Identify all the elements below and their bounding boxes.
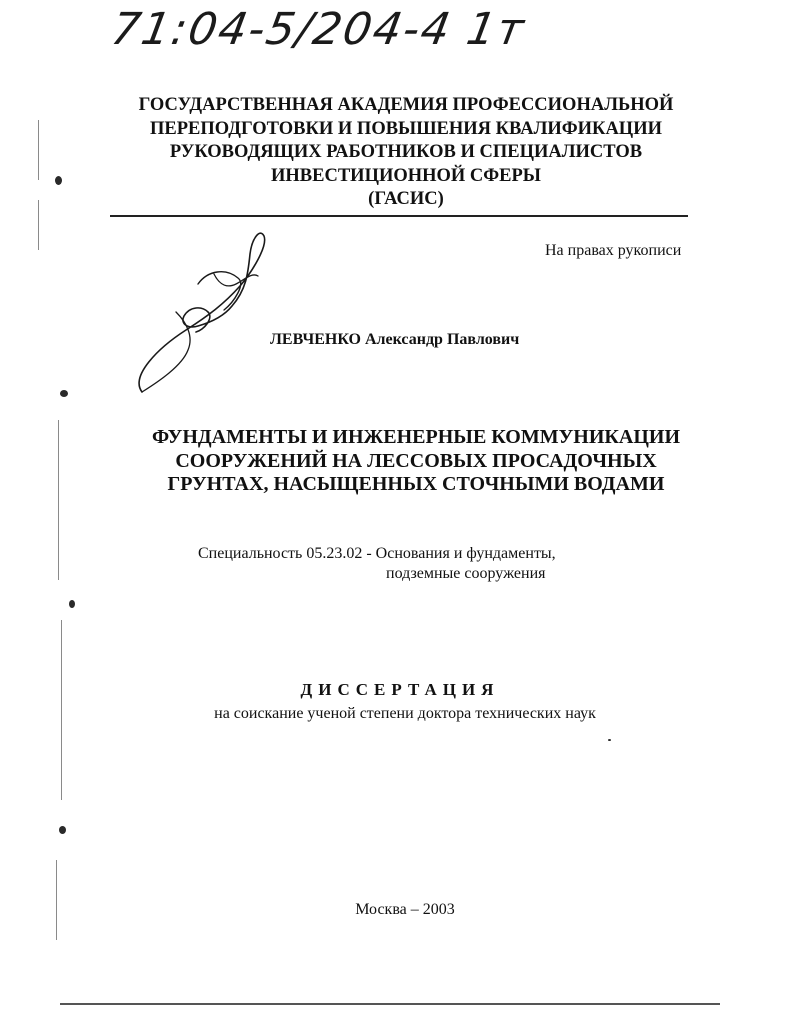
- institution-name: [110, 94, 702, 212]
- institution-abbreviation: (ГАСИС): [368, 189, 444, 209]
- document-type-heading: ДИССЕРТАЦИЯ: [300, 680, 500, 699]
- margin-artifact: [38, 120, 39, 180]
- stray-speck: [608, 739, 611, 741]
- margin-artifact: [58, 420, 59, 580]
- binder-hole-mark: [69, 600, 75, 608]
- institution-line: РУКОВОДЯЩИХ РАБОТНИКОВ И СПЕЦИАЛИСТОВ: [169, 142, 643, 162]
- binder-hole-mark: [60, 390, 68, 397]
- margin-artifact: [56, 860, 57, 940]
- binder-hole-mark: [55, 176, 62, 185]
- city-and-year: Москва – 2003: [355, 901, 455, 918]
- dissertation-title: [110, 426, 722, 497]
- page-bottom-edge: [60, 1003, 720, 1005]
- institution-line: ИНВЕСТИЦИОННОЙ СФЕРЫ: [271, 165, 541, 186]
- title-line: ФУНДАМЕНТЫ И ИНЖЕНЕРНЫЕ КОММУНИКАЦИИ: [152, 426, 680, 448]
- margin-artifact: [38, 200, 39, 250]
- margin-artifact: [61, 620, 62, 800]
- author-name: ЛЕВЧЕНКО Александр Павлович: [270, 331, 520, 348]
- header-divider: [110, 215, 688, 217]
- binder-hole-mark: [59, 826, 66, 834]
- institution-line: ПЕРЕПОДГОТОВКИ И ПОВЫШЕНИЯ КВАЛИФИКАЦИИ: [150, 118, 662, 139]
- archive-number: 71:04-5/204-4 1т: [107, 4, 530, 55]
- specialty-line: подземные сооружения: [386, 565, 546, 582]
- title-line: ГРУНТАХ, НАСЫЩЕННЫХ СТОЧНЫМИ ВОДАМИ: [167, 473, 665, 495]
- institution-line: ГОСУДАРСТВЕННАЯ АКАДЕМИЯ ПРОФЕССИОНАЛЬНОЙ: [138, 95, 674, 115]
- manuscript-rights-note: На правах рукописи: [545, 242, 682, 259]
- specialty-line: Специальность 05.23.02 - Основания и фундаменты,: [198, 545, 556, 562]
- degree-statement: на соискание ученой степени доктора технических наук: [214, 705, 596, 722]
- signature: [128, 226, 288, 406]
- title-line: СООРУЖЕНИЙ НА ЛЕССОВЫХ ПРОСАДОЧНЫХ: [175, 449, 657, 472]
